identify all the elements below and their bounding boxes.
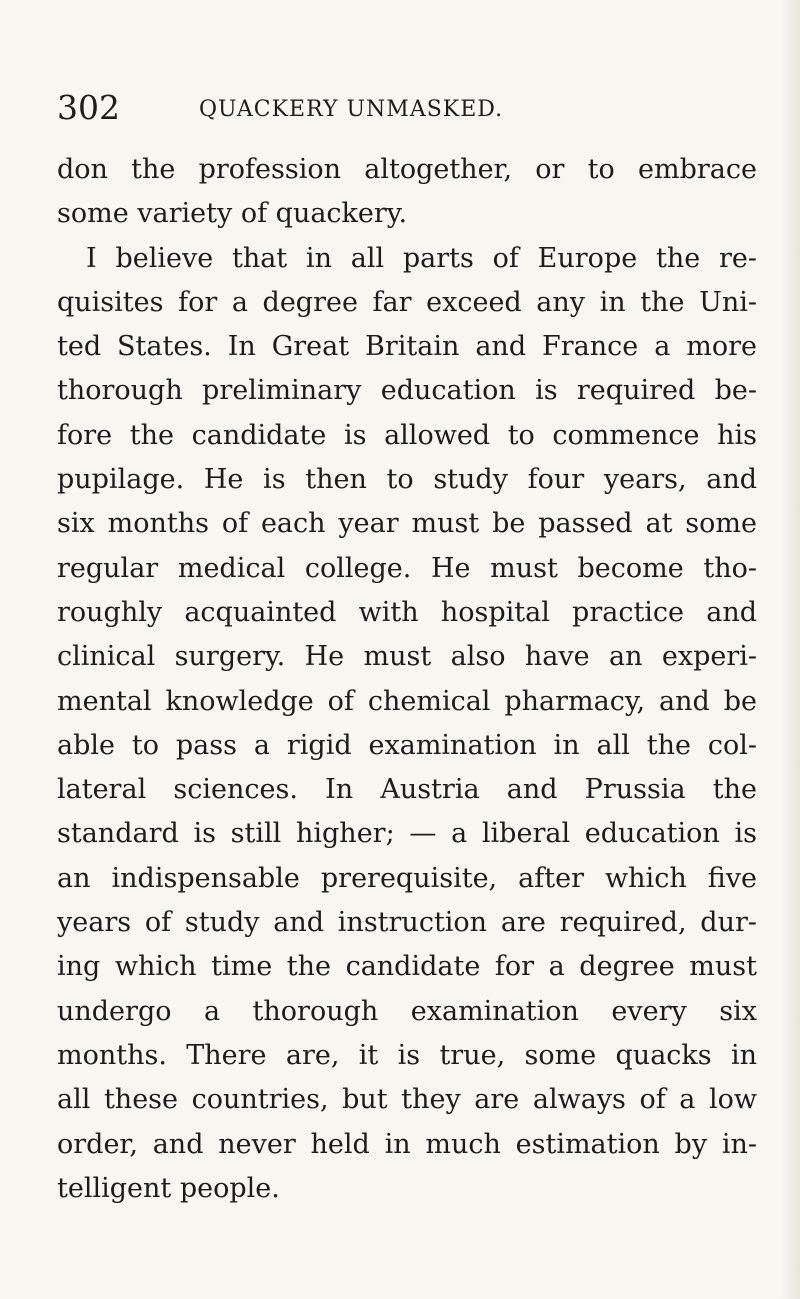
text-line: months. There are, it is true, some quacks in (57, 1039, 757, 1071)
text-line: an indispensable prerequisite, after which five (57, 862, 757, 894)
text-line: lateral sciences. In Austria and Prussia the (57, 774, 757, 806)
text-line: years of study and instruction are required, dur- (57, 907, 757, 939)
text-line: clinical surgery. He must also have an experi- (57, 641, 757, 673)
text-line: telligent people. (57, 1172, 280, 1204)
text-line: able to pass a rigid examination in all the col- (57, 729, 757, 761)
text-line: six months of each year must be passed at some (57, 508, 757, 540)
page-number: 302 (57, 88, 120, 127)
text-line: don the profession altogether, or to embrace (57, 154, 757, 185)
text-line: I believe that in all parts of Europe the re- (86, 242, 757, 274)
text-line: mental knowledge of chemical pharmacy, and be (57, 685, 757, 717)
text-line: ing which time the candidate for a degree must (57, 951, 757, 983)
page-edge-shadow (782, 0, 800, 1299)
body-text (57, 148, 757, 1211)
text-line: some variety of quackery. (57, 198, 408, 230)
text-line: all these countries, but they are always of a low (57, 1084, 757, 1116)
text-line: roughly acquainted with hospital practice and (57, 596, 757, 628)
text-line: ted States. In Great Britain and France a more (57, 331, 757, 363)
text-line: order, and never held in much estimation by in- (57, 1128, 757, 1160)
text-line: regular medical college. He must become tho- (57, 552, 757, 584)
text-line: pupilage. He is then to study four years, and (57, 464, 757, 496)
page-header (57, 88, 757, 140)
text-line: fore the candidate is allowed to commence his (57, 419, 757, 451)
text-line: quisites for a degree far exceed any in the Uni- (57, 286, 757, 318)
text-line: standard is still higher; — a liberal education is (57, 818, 757, 850)
text-line: thorough preliminary education is required be- (57, 375, 757, 407)
running-title: QUACKERY UNMASKED. (199, 97, 504, 122)
text-line: undergo a thorough examination every six (57, 995, 757, 1027)
